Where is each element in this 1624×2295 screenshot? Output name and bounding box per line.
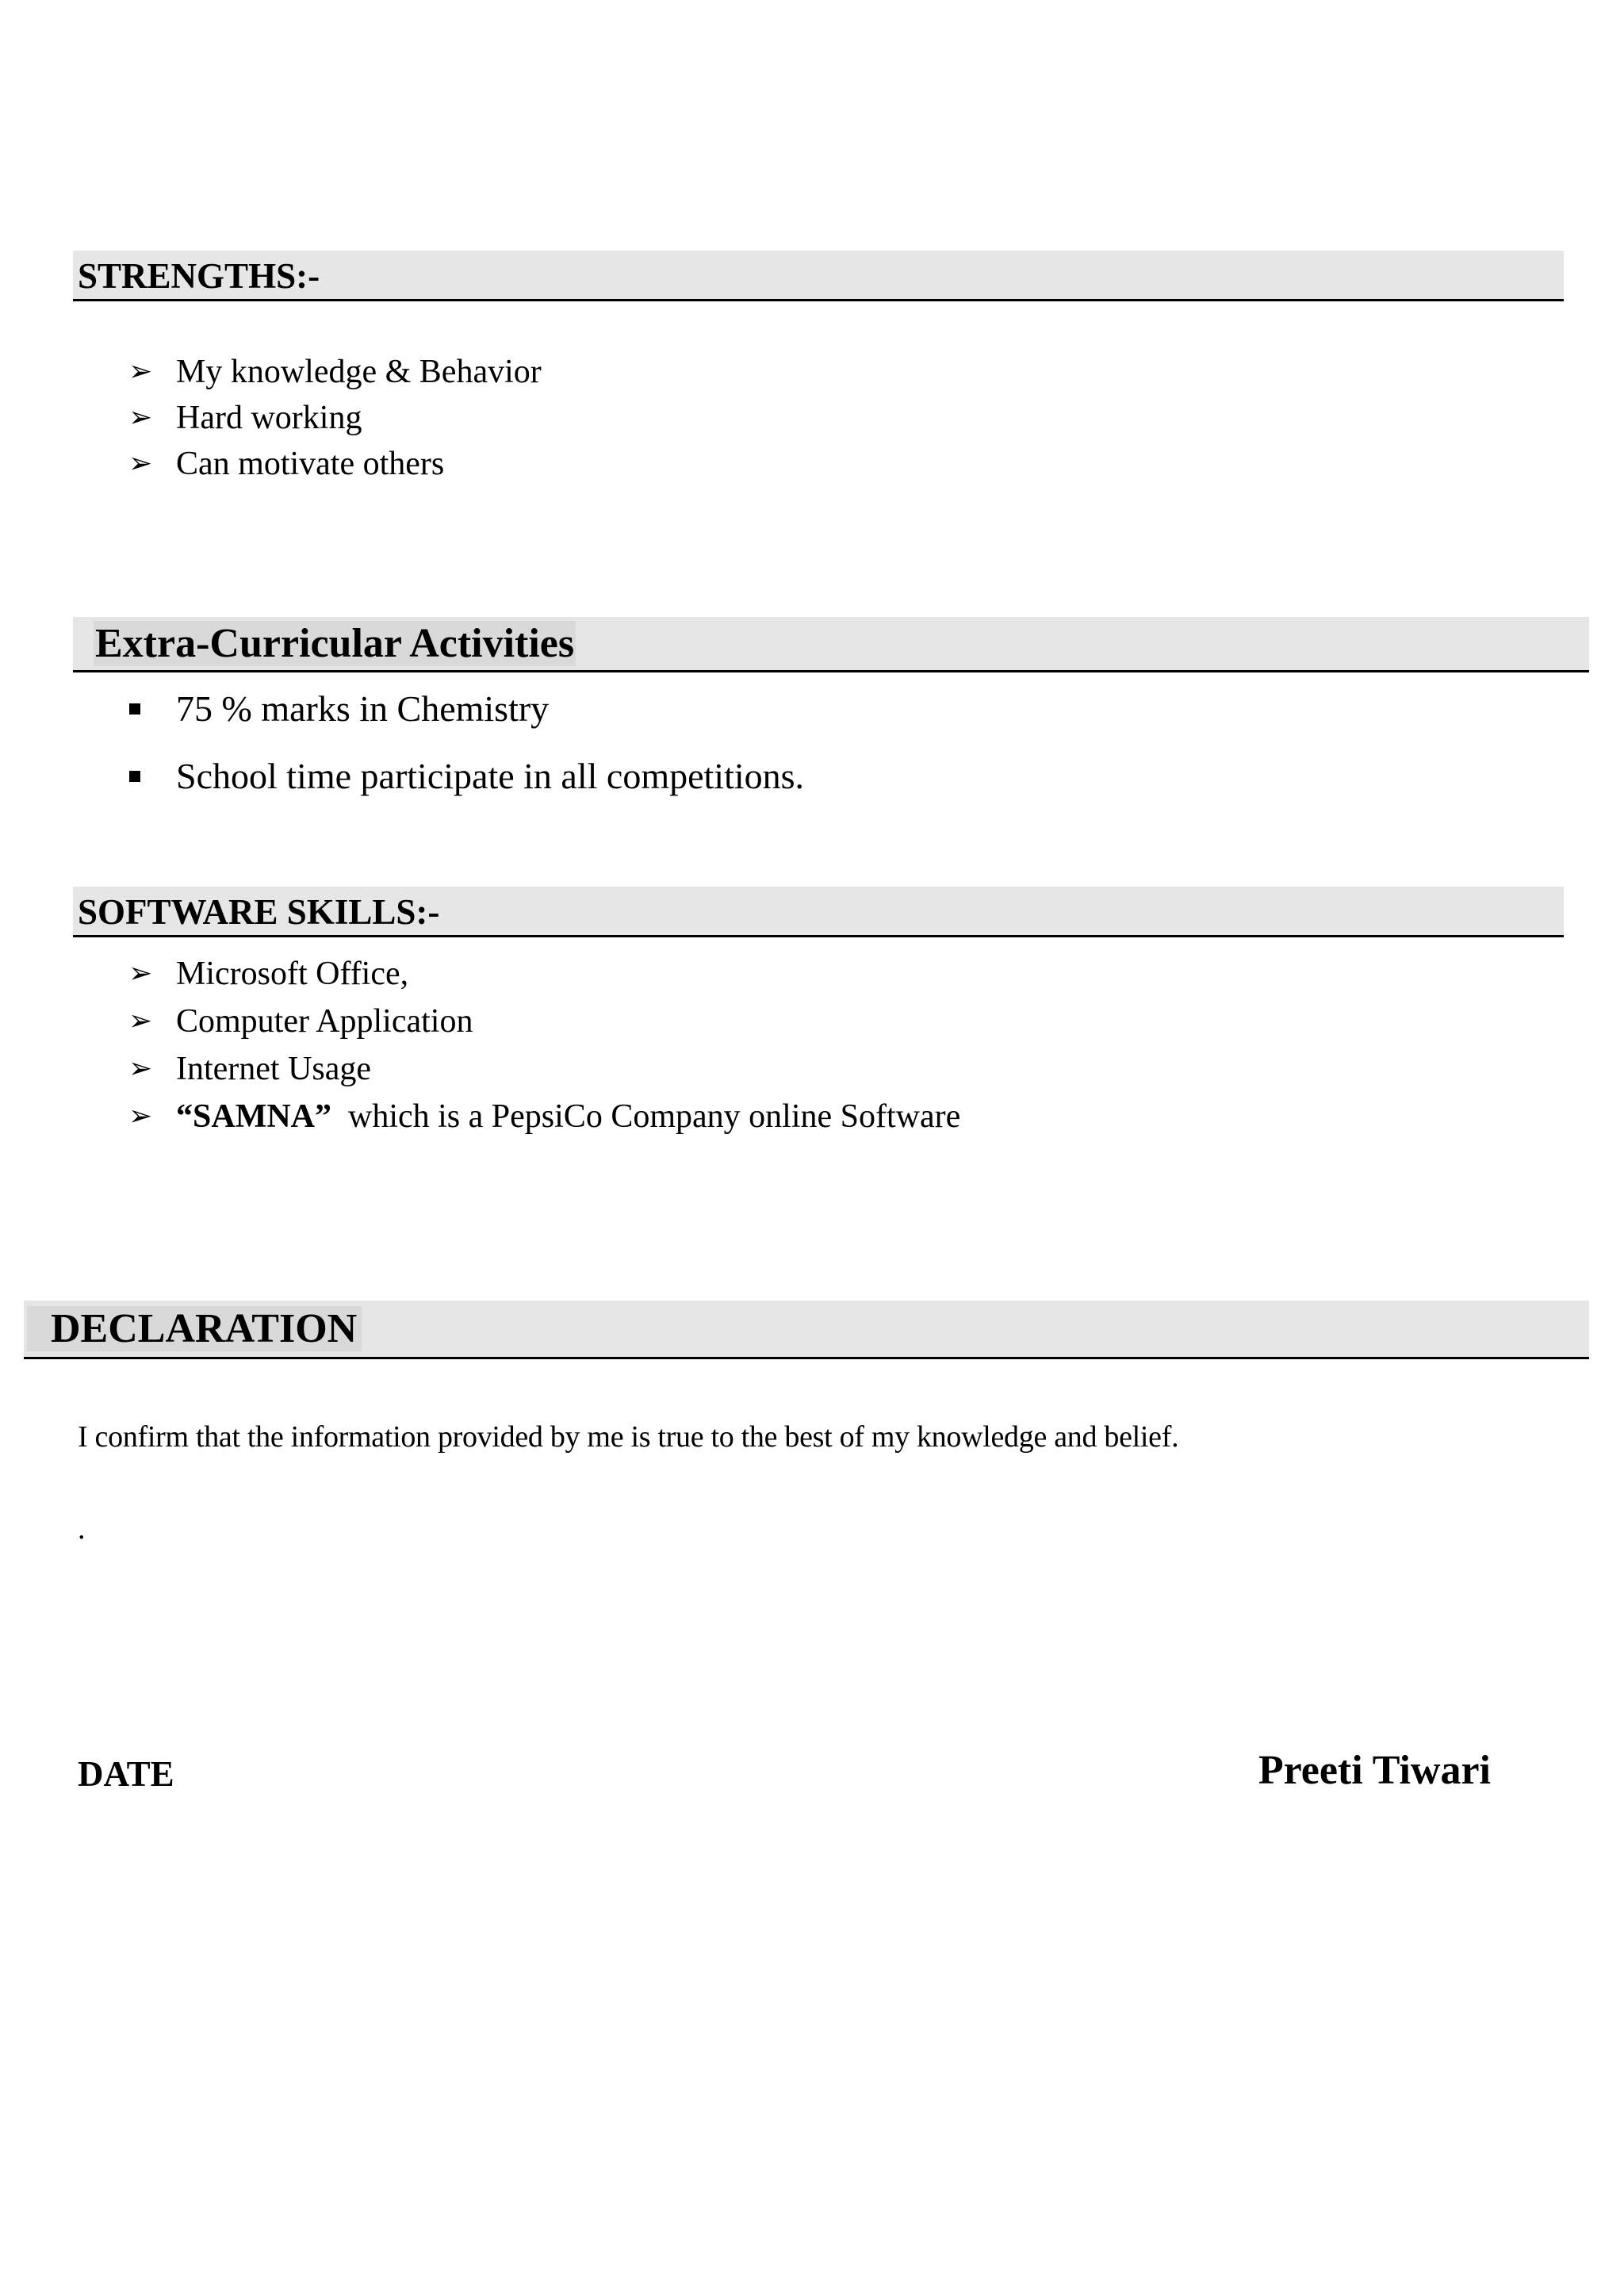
list-item	[128, 349, 542, 395]
declaration-heading-text: DECLARATION	[27, 1306, 362, 1351]
arrow-bullet-icon: ➢	[128, 401, 153, 434]
list-item	[128, 950, 960, 998]
extra-item-text: 75 % marks in Chemistry	[176, 688, 550, 729]
extra-item-text: School time participate in all competitions.	[176, 756, 805, 796]
strength-item-text: Hard working	[176, 400, 362, 436]
list-item	[128, 998, 960, 1045]
extra-curricular-heading-text: Extra-Curricular Activities	[95, 621, 575, 666]
strengths-heading: STRENGTHS:-	[78, 256, 320, 296]
list-item	[128, 395, 542, 441]
strengths-list	[128, 349, 542, 487]
declaration-heading	[27, 1302, 362, 1356]
list-item	[128, 1093, 960, 1140]
list-item	[128, 441, 542, 487]
skill-item-text: Computer Application	[176, 1003, 473, 1040]
skill-item-text: Microsoft Office,	[176, 956, 409, 992]
arrow-bullet-icon: ➢	[128, 1005, 153, 1037]
software-skills-heading: SOFTWARE SKILLS:-	[78, 892, 440, 932]
strength-item-text: My knowledge & Behavior	[176, 354, 542, 390]
declaration-dot: .	[78, 1512, 86, 1546]
arrow-bullet-icon: ➢	[128, 355, 153, 388]
list-item	[128, 1045, 960, 1093]
strength-item-text: Can motivate others	[176, 446, 445, 482]
arrow-bullet-icon: ➢	[128, 1100, 153, 1132]
square-bullet-icon	[129, 771, 140, 782]
samna-description: which is a PepsiCo Company online Software	[331, 1098, 961, 1135]
square-bullet-icon	[129, 703, 140, 715]
samna-name: “SAMNA”	[176, 1098, 331, 1135]
skill-item-text: Internet Usage	[176, 1051, 372, 1087]
software-skills-list	[128, 950, 960, 1140]
skill-item-text	[176, 1098, 960, 1135]
extra-curricular-heading	[94, 619, 576, 669]
signatory-name: Preeti Tiwari	[1258, 1748, 1491, 1793]
date-label: DATE	[78, 1754, 174, 1794]
declaration-text: I confirm that the information provided by me is true to the best of my knowledge and belief.	[78, 1420, 1179, 1454]
arrow-bullet-icon: ➢	[128, 1052, 153, 1085]
arrow-bullet-icon: ➢	[128, 957, 153, 990]
arrow-bullet-icon: ➢	[128, 447, 153, 480]
